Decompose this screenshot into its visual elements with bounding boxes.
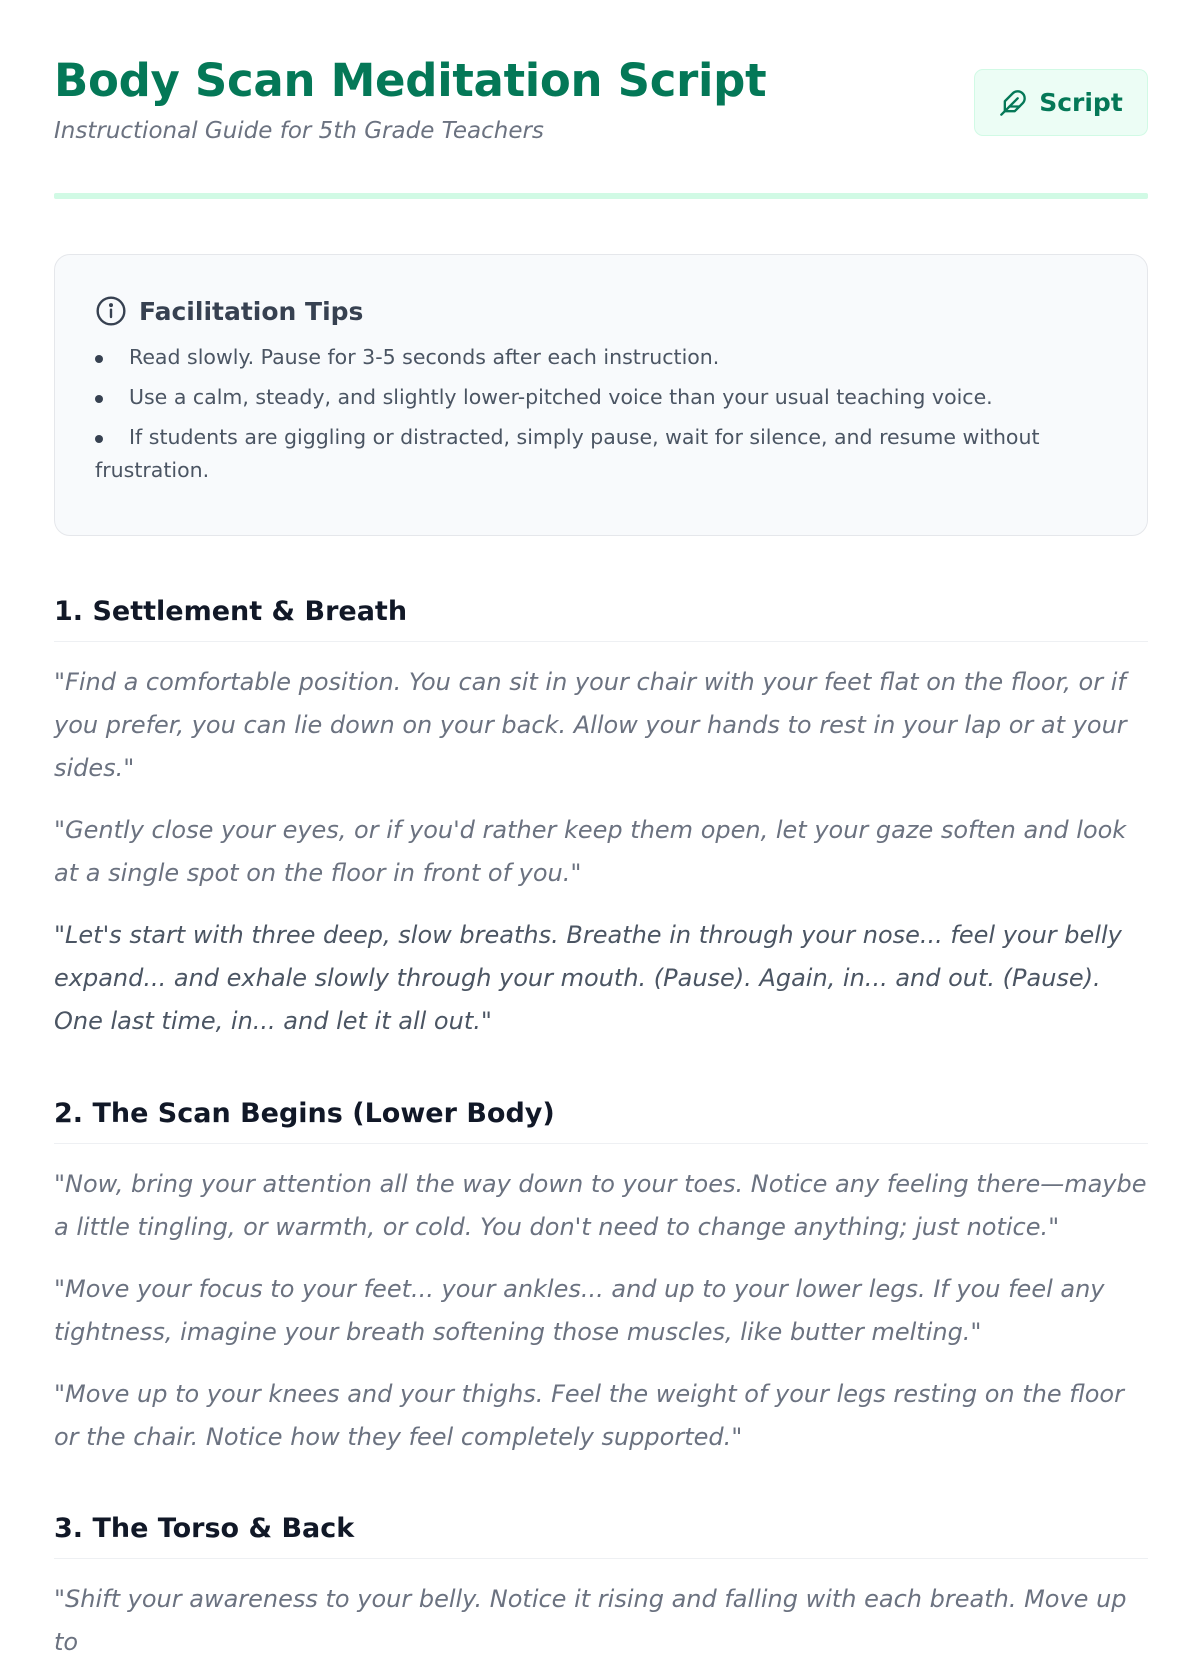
script-paragraph: "Move your focus to your feet... your ankles... and up to your lower legs. If you feel any tightness, imagine your breath softening those muscles, like butter melting." (54, 1275, 1105, 1346)
tip-item: Use a calm, steady, and slightly lower-pitched voice than your usual teaching voice. (95, 381, 1107, 414)
page (54, 0, 1148, 1656)
info-icon (95, 295, 127, 327)
page-title: Body Scan Meditation Script (54, 54, 767, 107)
section-heading: 1. Settlement & Breath (54, 596, 1148, 642)
page-subtitle: Instructional Guide for 5th Grade Teachers (54, 118, 544, 144)
script-paragraph: "Find a comfortable position. You can sit in your chair with your feet flat on the floor, or if you prefer, you can lie down on your back. Allow your hands to rest in your lap or at your sides." (54, 668, 1127, 782)
section-settlement-breath (54, 596, 1148, 1043)
facilitation-tips-card (54, 254, 1148, 536)
header (54, 0, 1148, 200)
script-paragraph: "Now, bring your attention all the way down to your toes. Notice any feeling there—maybe a little tingling, or warmth, or cold. You don't need to change anything; just notice." (54, 1170, 1147, 1241)
tips-heading-row (95, 295, 1107, 327)
script-paragraph: "Gently close your eyes, or if you'd rather keep them open, let your gaze soften and look at a single spot on the floor in front of you." (54, 816, 1127, 887)
tips-heading: Facilitation Tips (139, 296, 364, 326)
script-paragraph: "Move up to your knees and your thighs. Feel the weight of your legs resting on the floor or the chair. Notice how they feel completely supported." (54, 1380, 1124, 1451)
feather-icon (999, 89, 1027, 117)
tips-list (95, 341, 1107, 487)
section-lower-body (54, 1098, 1148, 1459)
header-divider (54, 193, 1148, 199)
section-heading: 2. The Scan Begins (Lower Body) (54, 1098, 1148, 1144)
tip-item: Read slowly. Pause for 3-5 seconds after each instruction. (95, 341, 1107, 374)
tip-item: If students are giggling or distracted, simply pause, wait for silence, and resume without frustration. (95, 421, 1107, 487)
section-torso-back (54, 1513, 1148, 1664)
section-heading: 3. The Torso & Back (54, 1513, 1148, 1559)
script-badge[interactable] (974, 69, 1148, 136)
script-badge-label: Script (1039, 88, 1123, 117)
script-paragraph: "Let's start with three deep, slow breaths. Breathe in through your nose... feel your belly expand... and exhale slowly through your mouth. (Pause). Again, in... and out. (Pause). One last time, in... and let it all out." (54, 921, 1122, 1035)
script-paragraph: "Shift your awareness to your belly. Notice it rising and falling with each breath. Move up to (54, 1585, 1127, 1656)
